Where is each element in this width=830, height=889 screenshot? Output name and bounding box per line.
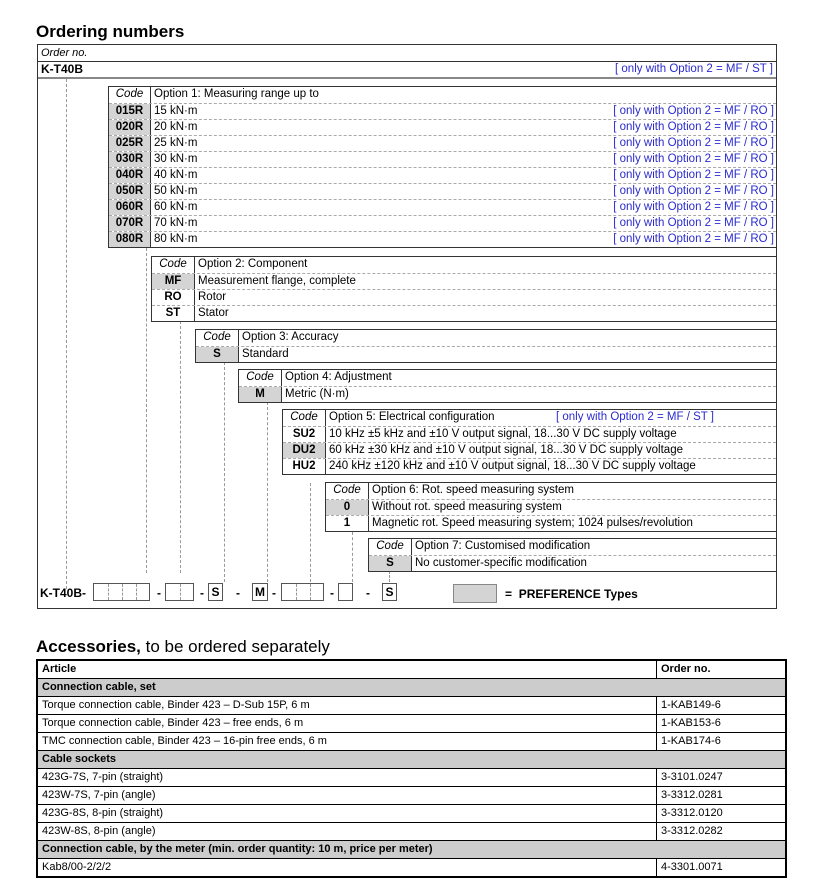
table-row: Kab8/00-2/2/2 4-3301.0071	[37, 859, 786, 878]
option-2-code-box[interactable]	[165, 583, 194, 601]
option-row[interactable]: 020R 20 kN·m [ only with Option 2 = MF / RO ]	[109, 119, 776, 135]
option-row[interactable]: DU2 60 kHz ±30 kHz and ±10 V output signal, 18...30 V DC supply voltage	[283, 442, 776, 458]
option-row[interactable]: 040R 40 kN·m [ only with Option 2 = MF / RO ]	[109, 167, 776, 183]
table-row: 423W-8S, 8-pin (angle) 3-3312.0282	[37, 823, 786, 841]
option-3-table	[195, 329, 776, 363]
connector-line	[310, 483, 311, 582]
separator: -	[272, 586, 276, 600]
base-note: [ only with Option 2 = MF / ST ]	[615, 63, 773, 75]
option-row[interactable]: 050R 50 kN·m [ only with Option 2 = MF / RO ]	[109, 183, 776, 199]
option-row[interactable]: ST Stator	[152, 305, 776, 321]
option-header: Code Option 3: Accuracy	[196, 330, 776, 346]
preference-legend: = PREFERENCE Types	[505, 587, 638, 601]
connector-line	[224, 362, 225, 582]
option-4-code-box: M	[252, 583, 268, 601]
option-2-table	[151, 256, 776, 322]
ordering-title: Ordering numbers	[36, 22, 185, 41]
option-row[interactable]: MF Measurement flange, complete	[152, 273, 776, 289]
option-5-code-box[interactable]	[281, 583, 324, 601]
table-header: Article Order no.	[37, 660, 786, 679]
group-row: Cable sockets	[37, 751, 786, 769]
option-row[interactable]: 030R 30 kN·m [ only with Option 2 = MF / RO ]	[109, 151, 776, 167]
option-header: Code Option 5: Electrical configuration [ only with Option 2 = MF / ST ]	[283, 410, 776, 426]
option-5-table	[282, 409, 776, 475]
separator: -	[157, 586, 161, 600]
table-row: Torque connection cable, Binder 423 – D-Sub 15P, 6 m 1-KAB149-6	[37, 697, 786, 715]
separator: -	[330, 586, 334, 600]
code-prefix: K-T40B-	[40, 586, 87, 600]
option-row[interactable]: SU2 10 kHz ±5 kHz and ±10 V output signal, 18...30 V DC supply voltage	[283, 426, 776, 442]
option-header: Code Option 4: Adjustment	[239, 370, 776, 386]
table-row: 423G-7S, 7-pin (straight) 3-3101.0247	[37, 769, 786, 787]
connector-line	[146, 248, 147, 573]
option-row[interactable]: 070R 70 kN·m [ only with Option 2 = MF / RO ]	[109, 215, 776, 231]
connector-line	[389, 571, 390, 582]
option-1-code-box[interactable]	[93, 583, 150, 601]
option-7-code-box: S	[382, 583, 397, 601]
option-row[interactable]: S Standard	[196, 346, 776, 362]
base-code: K-T40B	[41, 62, 84, 76]
preference-swatch	[453, 584, 497, 603]
option-row[interactable]: 080R 80 kN·m [ only with Option 2 = MF / RO ]	[109, 231, 776, 247]
option-row[interactable]: RO Rotor	[152, 289, 776, 305]
option-row[interactable]: 1 Magnetic rot. Speed measuring system; 1024 pulses/revolution	[326, 515, 776, 531]
option-7-table	[368, 538, 776, 572]
connector-line	[66, 79, 67, 589]
table-row: 423W-7S, 7-pin (angle) 3-3312.0281	[37, 787, 786, 805]
order-no-label: Order no.	[38, 46, 776, 62]
option-4-table	[238, 369, 776, 403]
base-code-row	[38, 62, 776, 79]
separator: -	[200, 586, 204, 600]
table-row: 423G-8S, 8-pin (straight) 3-3312.0120	[37, 805, 786, 823]
option-5-note: [ only with Option 2 = MF / ST ]	[556, 411, 714, 423]
group-row: Connection cable, by the meter (min. order quantity: 10 m, price per meter)	[37, 841, 786, 859]
accessories-title: Accessories, to be ordered separately	[36, 637, 330, 656]
option-header: Code Option 1: Measuring range up to	[109, 87, 776, 103]
option-row[interactable]: M Metric (N·m)	[239, 386, 776, 402]
table-row: TMC connection cable, Binder 423 – 16-pin free ends, 6 m 1-KAB174-6	[37, 733, 786, 751]
ordering-frame	[37, 44, 777, 609]
group-row: Connection cable, set	[37, 679, 786, 697]
option-row[interactable]: HU2 240 kHz ±120 kHz and ±10 V output signal, 18...30 V DC supply voltage	[283, 458, 776, 474]
connector-line	[352, 532, 353, 582]
option-row[interactable]: 0 Without rot. speed measuring system	[326, 499, 776, 515]
option-6-code-box[interactable]	[338, 583, 353, 601]
option-row[interactable]: 015R 15 kN·m [ only with Option 2 = MF / RO ]	[109, 103, 776, 119]
option-header: Code Option 6: Rot. speed measuring system	[326, 483, 776, 499]
option-row[interactable]: 060R 60 kN·m [ only with Option 2 = MF / RO ]	[109, 199, 776, 215]
option-3-code-box: S	[208, 583, 223, 601]
option-header: Code Option 7: Customised modification	[369, 539, 776, 555]
accessories-table	[36, 659, 787, 878]
option-1-table	[108, 86, 776, 248]
option-row[interactable]: S No customer-specific modification	[369, 555, 776, 571]
option-6-table	[325, 482, 776, 532]
separator: -	[236, 586, 240, 600]
table-row: Torque connection cable, Binder 423 – free ends, 6 m 1-KAB153-6	[37, 715, 786, 733]
option-header: Code Option 2: Component	[152, 257, 776, 273]
connector-line	[267, 402, 268, 582]
connector-line	[180, 321, 181, 573]
option-row[interactable]: 025R 25 kN·m [ only with Option 2 = MF / RO ]	[109, 135, 776, 151]
separator: -	[366, 586, 370, 600]
